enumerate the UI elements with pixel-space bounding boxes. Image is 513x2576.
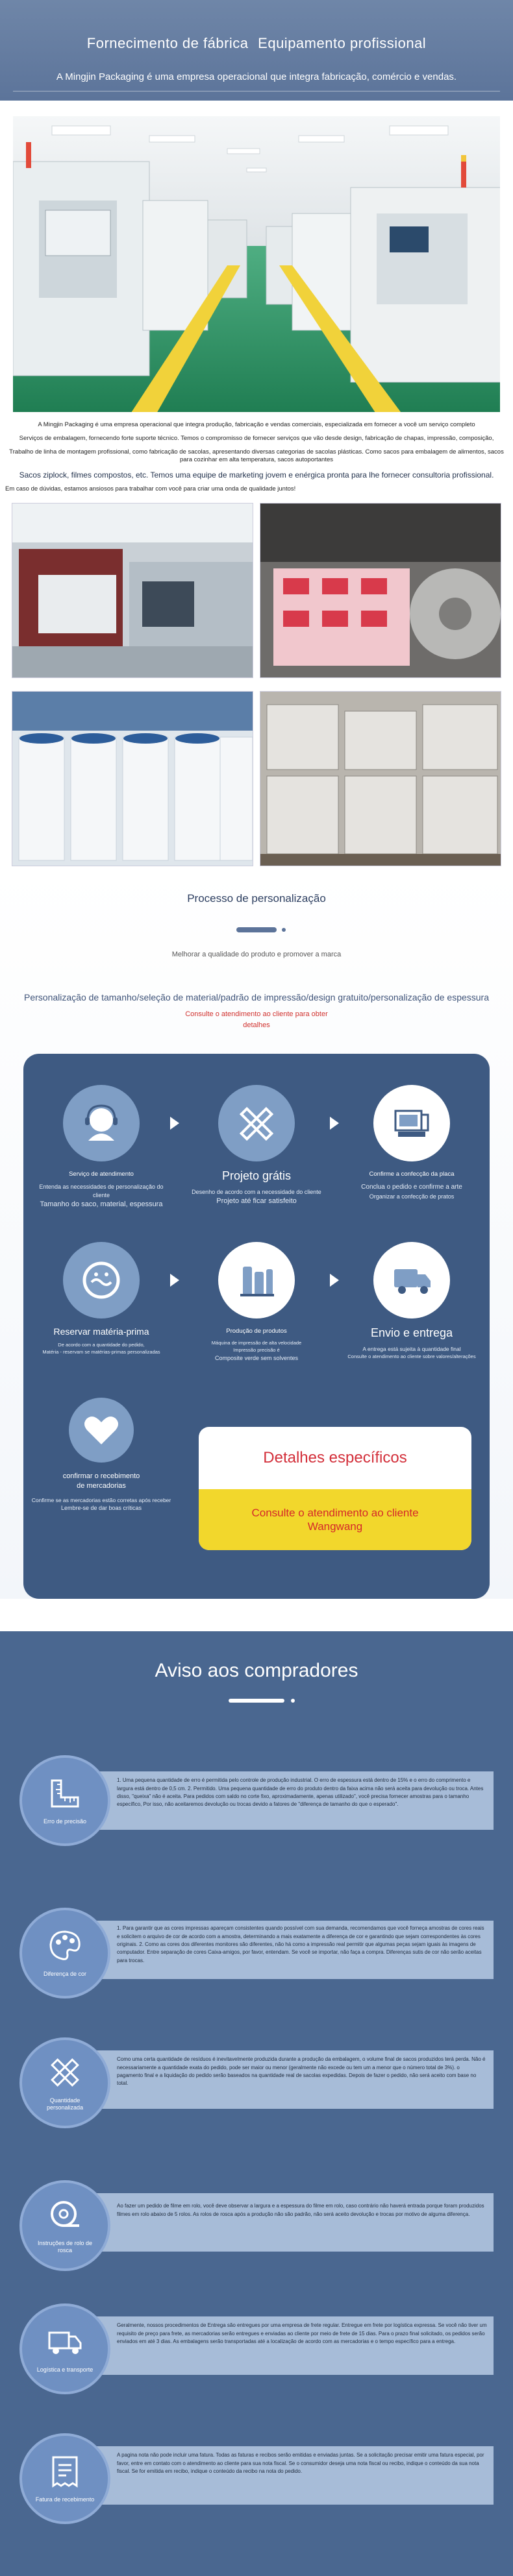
printing-roll-photo bbox=[260, 503, 501, 678]
step-desc-line: Matéria - reservam se matérias-primas personalizadas bbox=[42, 1349, 160, 1355]
notice-item bbox=[0, 2031, 513, 2174]
notice-item bbox=[0, 1901, 513, 2031]
ruler-icon bbox=[47, 1775, 83, 1812]
notice-text: Como uma certa quantidade de resíduos é inevitavelmente produzida durante a produção da embalagem, o volume final de sacos produzidos terá perda. Não é necessariamente a quantidade exata do pedido, pode ser maior ou menor (geralmente não excede ou tem um a menor que o número total de 3%). o pagamento final e a liquidação do pedido serão baseados na quantidade real de sacolas expedidas. Depois de fazer o pedido, não será aceito com base no total. bbox=[117, 2056, 486, 2087]
notice-circle bbox=[19, 2180, 110, 2271]
step-title: Projeto grátis bbox=[221, 1169, 292, 1183]
intro-line-2: Serviços de embalagem, fornecendo forte suporte técnico. Temos o compromisso de fornecer serviços que vão desde design, fabricação de chapas, impressão, composição, bbox=[19, 434, 494, 442]
notice-circle bbox=[19, 1908, 110, 1999]
step-circle bbox=[63, 1242, 140, 1318]
step-desc-line: Composite verde sem solventes bbox=[214, 1355, 299, 1361]
notice-caption: Logística e transporte bbox=[36, 2366, 94, 2374]
step-description bbox=[36, 1342, 166, 1356]
step-desc-line: Entenda as necessidades de personalização do bbox=[39, 1184, 164, 1191]
factory-floor-photo bbox=[12, 115, 501, 413]
step-desc-line: Confirme se as mercadorias estão corretas após receber bbox=[31, 1496, 171, 1503]
notice-item bbox=[0, 2297, 513, 2427]
step-desc-line: Tamanho do saco, material, espessura bbox=[40, 1200, 163, 1209]
step-desc-line: Conclua o pedido e confirme a arte bbox=[361, 1184, 462, 1191]
notice-caption: Quantidade personalizada bbox=[46, 2096, 84, 2111]
notice-circle bbox=[19, 1755, 110, 1846]
customization-title: Processo de personalização bbox=[187, 892, 326, 905]
palette-icon bbox=[47, 1928, 83, 1964]
step-desc-line: Impressão precisão é bbox=[233, 1347, 280, 1354]
notice-caption: Fatura de recebimento bbox=[35, 2496, 95, 2503]
step-plate-making bbox=[347, 1085, 477, 1201]
hero-banner bbox=[0, 0, 513, 101]
customization-section bbox=[0, 866, 513, 1599]
step-desc-line: Consulte o atendimento ao cliente sobre valores/alterações bbox=[347, 1353, 476, 1359]
section-divider bbox=[229, 1699, 284, 1703]
step-circle bbox=[373, 1242, 450, 1318]
contact-line-1: Consulte o atendimento ao cliente para obter bbox=[185, 1010, 328, 1019]
factory-floor-illustration bbox=[13, 116, 501, 413]
printing-roll-illustration bbox=[260, 504, 501, 678]
step-title-line: de mercadorias bbox=[77, 1482, 126, 1490]
pencil-ruler-icon bbox=[234, 1100, 279, 1146]
notice-text: Geralmente, nossos procedimentos de Entrega são entregues por uma empresa de frete regular. Entregue em frete por logística expressa. Se você não tiver um requisito de preço para frete, as mercadorias serão entregues e enviadas ao cliente por meio de frete de 15 dias. Para o prazo final solicitado, os pedidos serão enviados em até 3 dias. As embalagens serão transportadas até a localização de acordo com as mercadorias e o tempo específico para a entrega. bbox=[117, 2322, 487, 2345]
step-desc-line: Organizar a confecção de pratos bbox=[369, 1193, 455, 1200]
hero-title bbox=[0, 35, 513, 52]
truck-icon bbox=[389, 1258, 434, 1303]
arrow-right-icon bbox=[330, 1274, 339, 1287]
intro-line-3: Trabalho de linha de montagem profissional, como fabricação de sacolas, apresentando diversas categorias de sacolas plásticas. Como sacos para embalagem de alimentos, sacos para cozinhar em alta temperatura, sacos autoportantes bbox=[9, 448, 504, 464]
heart-icon bbox=[82, 1411, 121, 1450]
intro-line-5: Em caso de dúvidas, estamos ansiosos para trabalhar com você para criar uma onda de qualidade juntos! bbox=[5, 485, 296, 493]
notice-circle bbox=[19, 2433, 110, 2524]
detail-card[interactable] bbox=[199, 1427, 471, 1550]
packed-goods-illustration bbox=[260, 692, 501, 866]
notice-text: 1. Para garantir que as cores impressas apareçam consistentes quando possível com sua demanda, recomendamos que você forneça amostras de cores reais e solicitem o arquivo de cor de acordo com a amostra, determinando a mais exatamente a diferença de cor e garantindo que sejam correspondentes às cores originais. 2. Como as cores dos diferentes monitores são diferentes, não há como a impressão real permitir que algumas peças sejam iguais às imagens de computador. Entre separação de cores Caixa-amigos, por favor, entendam. Se você se importar, não faça a compra. Diferenças sutis de cor não serão aceitas para trocas. bbox=[117, 1925, 484, 1963]
notice-text: 1. Uma pequena quantidade de erro é permitida pelo controle de produção industrial. O erro de espessura está dentro de 15% e o erro do comprimento e largura está dentro de 0,5 cm. 2. Permitido. Uma pequena quantidade de erro do produto dentro da faixa acima não será aceita para devolução ou troca. Antes disso, "queixa" não é aceita. Para pedidos com saldo no corte fixo, aproximadamente, apenas utilizado", você precisa fornecer amostras para o tamanho específico, Por isso, não aceitaremos devolução ou trocas devido a fatores de "diferença de tamanho do que o esperado". bbox=[117, 1777, 484, 1808]
notice-circle bbox=[19, 2303, 110, 2394]
customization-contact bbox=[0, 1009, 513, 1030]
notice-item bbox=[0, 2427, 513, 2550]
step-title: Produção de produtos bbox=[226, 1328, 287, 1335]
invoice-icon bbox=[47, 2453, 83, 2490]
customization-tagline: Melhorar a qualidade do produto e promover a marca bbox=[171, 951, 342, 959]
hero-subtitle: A Mingjin Packaging é uma empresa operacional que integra fabricação, comércio e vendas. bbox=[56, 71, 457, 82]
step-circle bbox=[69, 1398, 134, 1463]
step-title-line: confirmar o recebimento bbox=[62, 1472, 140, 1481]
pencil-ruler-icon bbox=[47, 2054, 83, 2091]
notice-item bbox=[0, 1732, 513, 1901]
hero-title-part2: Equipamento profissional bbox=[258, 35, 427, 51]
process-panel bbox=[23, 1054, 490, 1599]
hero-title-part1: Fornecimento de fábrica bbox=[86, 35, 249, 51]
step-desc-line: cliente bbox=[92, 1192, 110, 1199]
arrow-right-icon bbox=[330, 1117, 339, 1130]
notice-caption: Diferença de cor bbox=[43, 1971, 87, 1978]
step-free-design bbox=[192, 1085, 321, 1207]
buyer-notice-section bbox=[0, 1631, 513, 2576]
company-intro bbox=[0, 413, 513, 494]
material-bag-icon bbox=[79, 1258, 124, 1303]
detail-title: Detalhes específicos bbox=[263, 1449, 407, 1467]
step-customer-service bbox=[36, 1085, 166, 1210]
step-circle bbox=[218, 1242, 295, 1318]
intro-line-1: A Mingjin Packaging é uma empresa operacional que integra produção, fabricação e vendas comerciais, especializada em fornecer a você um serviço completo bbox=[38, 421, 475, 428]
customer-service-link[interactable]: Consulte o atendimento ao cliente Wangwang bbox=[199, 1489, 471, 1550]
step-title: Envio e entrega bbox=[370, 1326, 453, 1340]
step-raw-material bbox=[36, 1242, 166, 1356]
customization-options: Personalização de tamanho/seleção de material/padrão de impressão/design gratuito/personalização de espessura bbox=[24, 992, 489, 1003]
workshop-photo bbox=[12, 503, 253, 678]
step-description bbox=[192, 1188, 321, 1207]
step-desc-line: Desenho de acordo com a necessidade do cliente bbox=[192, 1189, 321, 1196]
step-description bbox=[347, 1183, 477, 1201]
arrow-right-icon bbox=[170, 1274, 179, 1287]
step-desc-line: Lembre-se de dar boas críticas bbox=[60, 1505, 142, 1512]
factory-photo-grid bbox=[12, 503, 501, 866]
workshop-illustration bbox=[12, 504, 253, 678]
step-title: Serviço de atendimento bbox=[69, 1171, 134, 1178]
step-circle bbox=[218, 1085, 295, 1161]
arrow-right-icon bbox=[170, 1117, 179, 1130]
notice-item bbox=[0, 2174, 513, 2297]
step-desc-line: A entrega está sujeita à quantidade final bbox=[362, 1346, 461, 1353]
step-shipping bbox=[347, 1242, 477, 1360]
step-title: Reservar matéria-prima bbox=[53, 1326, 149, 1337]
step-circle bbox=[373, 1085, 450, 1161]
step-description bbox=[192, 1340, 321, 1363]
headset-operator-icon bbox=[79, 1100, 124, 1146]
plastic-rolls-photo bbox=[12, 691, 253, 866]
step-desc-line: Máquina de impressão de alta velocidade bbox=[211, 1340, 302, 1346]
intro-line-4: Sacos ziplock, filmes compostos, etc. Temos uma equipe de marketing jovem e enérgica pronta para lhe fornecer consultoria profissional. bbox=[19, 470, 494, 480]
step-description bbox=[36, 1183, 166, 1210]
factory-building-icon bbox=[234, 1258, 279, 1303]
contact-line-2: detalhes bbox=[243, 1021, 270, 1029]
notice-text: Ao fazer um pedido de filme em rolo, você deve observar a largura e a espessura do filme em rolo, caso contrário não haverá entrada porque foram produzidos filmes em rolo abaixo de 5 rolos. As rolos de rosca após a produção não são padrão, não será aceito devolução e trocas por motivo de alguma diferença. bbox=[117, 2203, 484, 2217]
step-circle bbox=[63, 1085, 140, 1161]
section-divider bbox=[236, 927, 277, 932]
tape-icon bbox=[47, 2197, 83, 2233]
step-desc-line: Projeto até ficar satisfeito bbox=[216, 1197, 297, 1206]
notice-caption: Erro de precisão bbox=[43, 1818, 87, 1825]
step-desc-line: De acordo com a quantidade do pedido, bbox=[58, 1342, 145, 1348]
step-title bbox=[30, 1472, 173, 1491]
notice-list bbox=[0, 1732, 513, 2550]
step-title: Confirme a confecção da placa bbox=[369, 1171, 455, 1178]
step-description bbox=[347, 1345, 477, 1360]
step-production bbox=[192, 1242, 321, 1363]
step-description bbox=[30, 1496, 173, 1513]
notice-text: A pagina nota não pode incluir uma fatura. Todas as faturas e recibos serão emitidas e enviadas juntas. Se a solicitação precisar emitir uma fatura especial, por favor, entre em contato com o atendimento ao cliente para sua nota fiscal. Se o consumidor deseja uma nota fiscal ou recibo, indique o conteúdo da sua nota fiscal. Se for emitida em recibo, indique o conteúdo da recibo na nota do pedido. bbox=[117, 2452, 484, 2475]
packed-goods-photo bbox=[260, 691, 501, 866]
notice-caption: Instruções de rolo de rosca bbox=[37, 2239, 93, 2254]
plastic-rolls-illustration bbox=[12, 692, 253, 866]
printer-machine-icon bbox=[389, 1100, 434, 1146]
notice-circle bbox=[19, 2037, 110, 2128]
step-confirm-receipt bbox=[30, 1398, 173, 1513]
notice-title: Aviso aos compradores bbox=[155, 1660, 358, 1682]
truck-icon bbox=[47, 2324, 83, 2360]
